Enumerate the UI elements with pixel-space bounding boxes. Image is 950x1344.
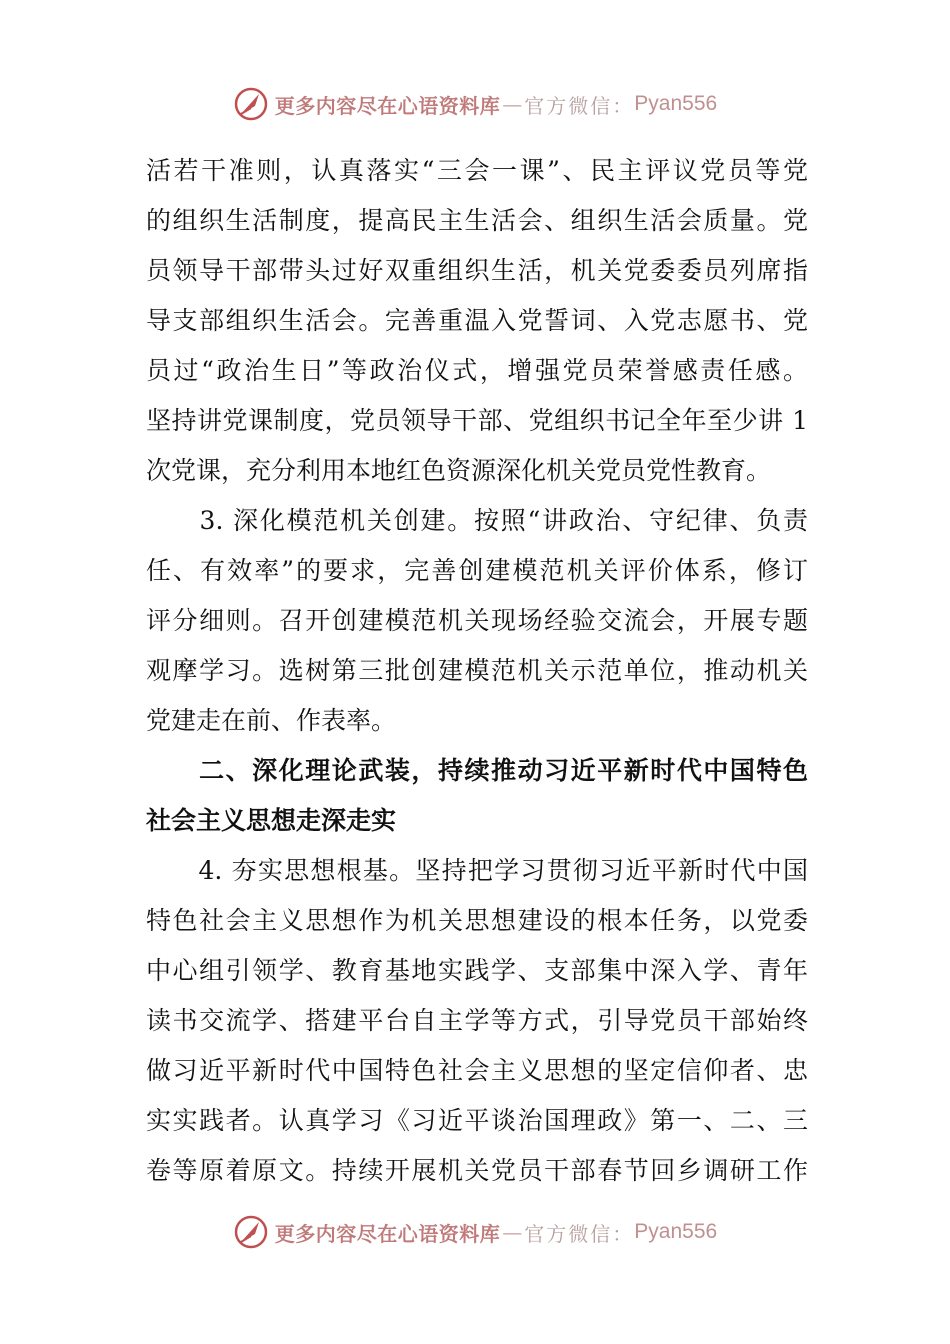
section-heading-line: 二、深化理论武装，持续推动习近平新时代中国特色 <box>146 756 808 785</box>
body-line: 员过“政治生日”等政治仪式，增强党员荣誉感责任感。 <box>146 356 808 385</box>
watermark-wechat-id: Pyan556 <box>634 92 718 115</box>
body-line: 3. 深化模范机关创建。按照“讲政治、守纪律、负责 <box>146 506 808 535</box>
body-line: 卷等原着原文。持续开展机关党员干部春节回乡调研工作 <box>146 1156 808 1185</box>
body-line: 员领导干部带头过好双重组织生活，机关党委委员列席指 <box>146 256 808 285</box>
body-line: 任、有效率”的要求，完善创建模范机关评价体系，修订 <box>146 556 808 585</box>
watermark-brand: 更多内容尽在心语资料库 <box>274 1221 501 1246</box>
watermark-wechat-id: Pyan556 <box>634 1220 718 1243</box>
body-line: 4. 夯实思想根基。坚持把学习贯彻习近平新时代中国 <box>146 856 808 885</box>
section-heading-line: 社会主义思想走深走实 <box>146 806 397 835</box>
body-line: 的组织生活制度，提高民主生活会、组织生活会质量。党 <box>146 206 808 235</box>
watermark-wechat-label: 官方微信： <box>524 93 635 118</box>
body-line: 活若干准则，认真落实“三会一课”、民主评议党员等党 <box>146 156 808 185</box>
watermark-banner-bottom <box>0 1212 950 1252</box>
body-line: 观摩学习。选树第三批创建模范机关示范单位，推动机关 <box>146 656 808 685</box>
body-line: 导支部组织生活会。完善重温入党誓词、入党志愿书、党 <box>146 306 808 335</box>
body-line: 坚持讲党课制度，党员领导干部、党组织书记全年至少讲 1 <box>146 406 808 435</box>
quill-logo-icon <box>233 86 269 122</box>
body-line: 实实践者。认真学习《习近平谈治国理政》第一、二、三 <box>146 1106 808 1135</box>
document-body <box>146 146 808 1196</box>
body-line: 特色社会主义思想作为机关思想建设的根本任务，以党委 <box>146 906 808 935</box>
body-line: 读书交流学、搭建平台自主学等方式，引导党员干部始终 <box>146 1006 808 1035</box>
watermark-banner-top <box>0 84 950 124</box>
watermark-wechat-label: 官方微信： <box>524 1221 635 1246</box>
watermark-dash: — <box>502 1220 523 1244</box>
body-line: 次党课，充分利用本地红色资源深化机关党员党性教育。 <box>146 456 772 485</box>
body-line: 党建走在前、作表率。 <box>146 706 397 735</box>
watermark-dash: — <box>502 92 523 116</box>
watermark-brand: 更多内容尽在心语资料库 <box>274 93 501 118</box>
body-line: 做习近平新时代中国特色社会主义思想的坚定信仰者、忠 <box>146 1056 808 1085</box>
body-line: 中心组引领学、教育基地实践学、支部集中深入学、青年 <box>146 956 808 985</box>
body-line: 评分细则。召开创建模范机关现场经验交流会，开展专题 <box>146 606 808 635</box>
quill-logo-icon <box>233 1214 269 1250</box>
